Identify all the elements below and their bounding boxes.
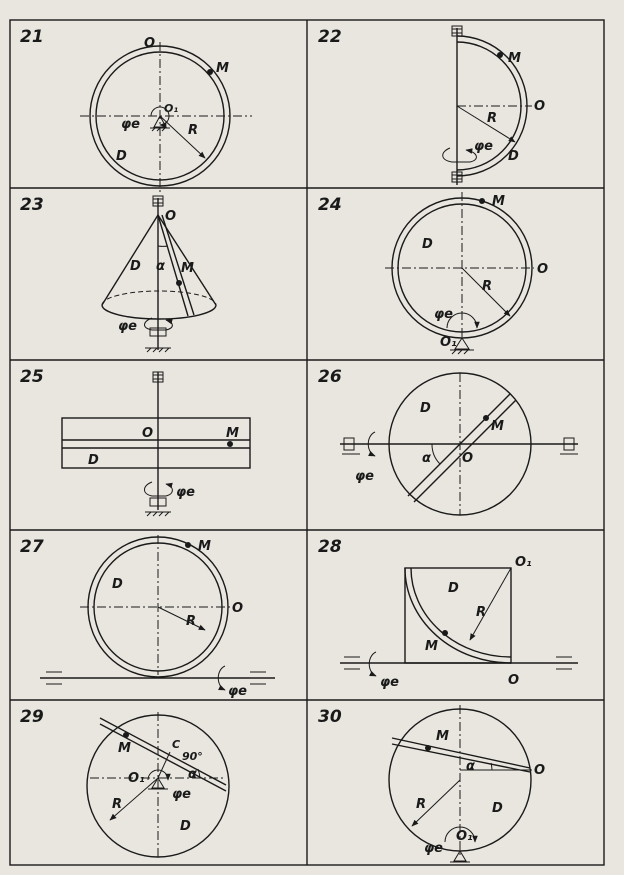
label-m: M	[491, 419, 504, 434]
panel-number: 25	[20, 367, 44, 387]
label-r: R	[476, 605, 487, 620]
label-alpha: α	[188, 767, 197, 782]
label-r: R	[487, 111, 498, 126]
label-m: M	[198, 539, 211, 554]
point-m	[425, 745, 431, 751]
panel-number: 24	[318, 195, 342, 215]
radius-arrow	[457, 106, 515, 142]
label-phi: φe	[176, 485, 195, 500]
label-m: M	[425, 639, 438, 654]
label-m: M	[216, 61, 229, 76]
point-m	[207, 69, 213, 75]
label-o1: O₁	[440, 335, 457, 350]
label-o: O	[142, 426, 154, 441]
point-m	[123, 732, 129, 738]
label-phi: φe	[172, 787, 191, 802]
label-r: R	[188, 123, 199, 138]
label-o: O	[232, 601, 244, 616]
label-o: O	[144, 36, 156, 51]
label-o: O	[508, 673, 520, 688]
panel-number: 22	[318, 27, 342, 47]
label-d: D	[130, 259, 141, 274]
label-m: M	[181, 261, 194, 276]
panel-number: 23	[20, 195, 44, 215]
pivot-support	[450, 851, 470, 862]
point-m	[176, 280, 182, 286]
label-m: M	[508, 51, 521, 66]
panel-26	[318, 367, 578, 515]
label-r: R	[112, 797, 123, 812]
point-m	[227, 441, 233, 447]
panel-29	[20, 707, 229, 860]
label-m: M	[492, 194, 505, 209]
label-phi: φe	[474, 139, 493, 154]
label-d: D	[112, 577, 123, 592]
label-m: M	[226, 426, 239, 441]
point-m	[483, 415, 489, 421]
alpha-arc	[432, 444, 440, 464]
label-phi: φe	[355, 469, 374, 484]
panel-24	[318, 192, 548, 354]
panel-28	[318, 537, 578, 690]
label-r: R	[416, 797, 427, 812]
label-o: O	[537, 262, 549, 277]
label-d: D	[116, 149, 127, 164]
label-phi: φe	[228, 684, 247, 699]
label-c: C	[172, 738, 181, 751]
radius-arrow	[470, 568, 511, 640]
panel-number: 27	[20, 537, 44, 557]
label-o1: O₁	[515, 555, 532, 570]
grid-frame	[10, 20, 604, 865]
label-d: D	[420, 401, 431, 416]
label-d: D	[508, 149, 519, 164]
label-d: D	[88, 453, 99, 468]
panel-25	[20, 367, 250, 516]
label-phi: φe	[434, 307, 453, 322]
label-alpha: α	[422, 451, 431, 466]
point-m	[497, 52, 503, 58]
label-o: O	[534, 99, 546, 114]
panel-30	[318, 705, 545, 862]
rotation-arrow	[369, 652, 376, 676]
panel-23	[20, 195, 216, 352]
panel-number: 29	[20, 707, 44, 727]
label-r: R	[186, 614, 197, 629]
label-alpha: α	[466, 759, 475, 774]
label-d: D	[448, 581, 459, 596]
right-bearing	[560, 438, 578, 454]
label-phi: φe	[118, 319, 137, 334]
label-o1: O₁	[164, 102, 179, 115]
panel-22	[318, 26, 545, 185]
left-bearing	[342, 438, 360, 454]
panel-number: 28	[318, 537, 342, 557]
label-angle: 90°	[182, 750, 203, 763]
point-m	[479, 198, 485, 204]
radius-arrow	[158, 607, 205, 630]
panel-number: 21	[20, 27, 44, 47]
chord-tube	[392, 738, 530, 772]
panel-number: 26	[318, 367, 342, 387]
label-o1: O₁	[456, 829, 473, 844]
label-d: D	[180, 819, 191, 834]
label-phi: φe	[121, 117, 140, 132]
label-r: R	[482, 279, 493, 294]
label-alpha: α	[156, 259, 165, 274]
label-o1: O₁	[128, 771, 145, 786]
label-o: O	[462, 451, 474, 466]
label-o: O	[534, 763, 546, 778]
label-m: M	[118, 741, 131, 756]
label-m: M	[436, 729, 449, 744]
label-o: O	[165, 209, 177, 224]
panel-number: 30	[318, 707, 342, 727]
label-d: D	[422, 237, 433, 252]
label-phi: φe	[424, 841, 443, 856]
panel-27	[20, 535, 275, 699]
rotation-arrow	[443, 148, 477, 162]
panel-21	[20, 27, 252, 192]
label-phi: φe	[380, 675, 399, 690]
point-m	[185, 542, 191, 548]
label-d: D	[492, 801, 503, 816]
point-m	[442, 630, 448, 636]
